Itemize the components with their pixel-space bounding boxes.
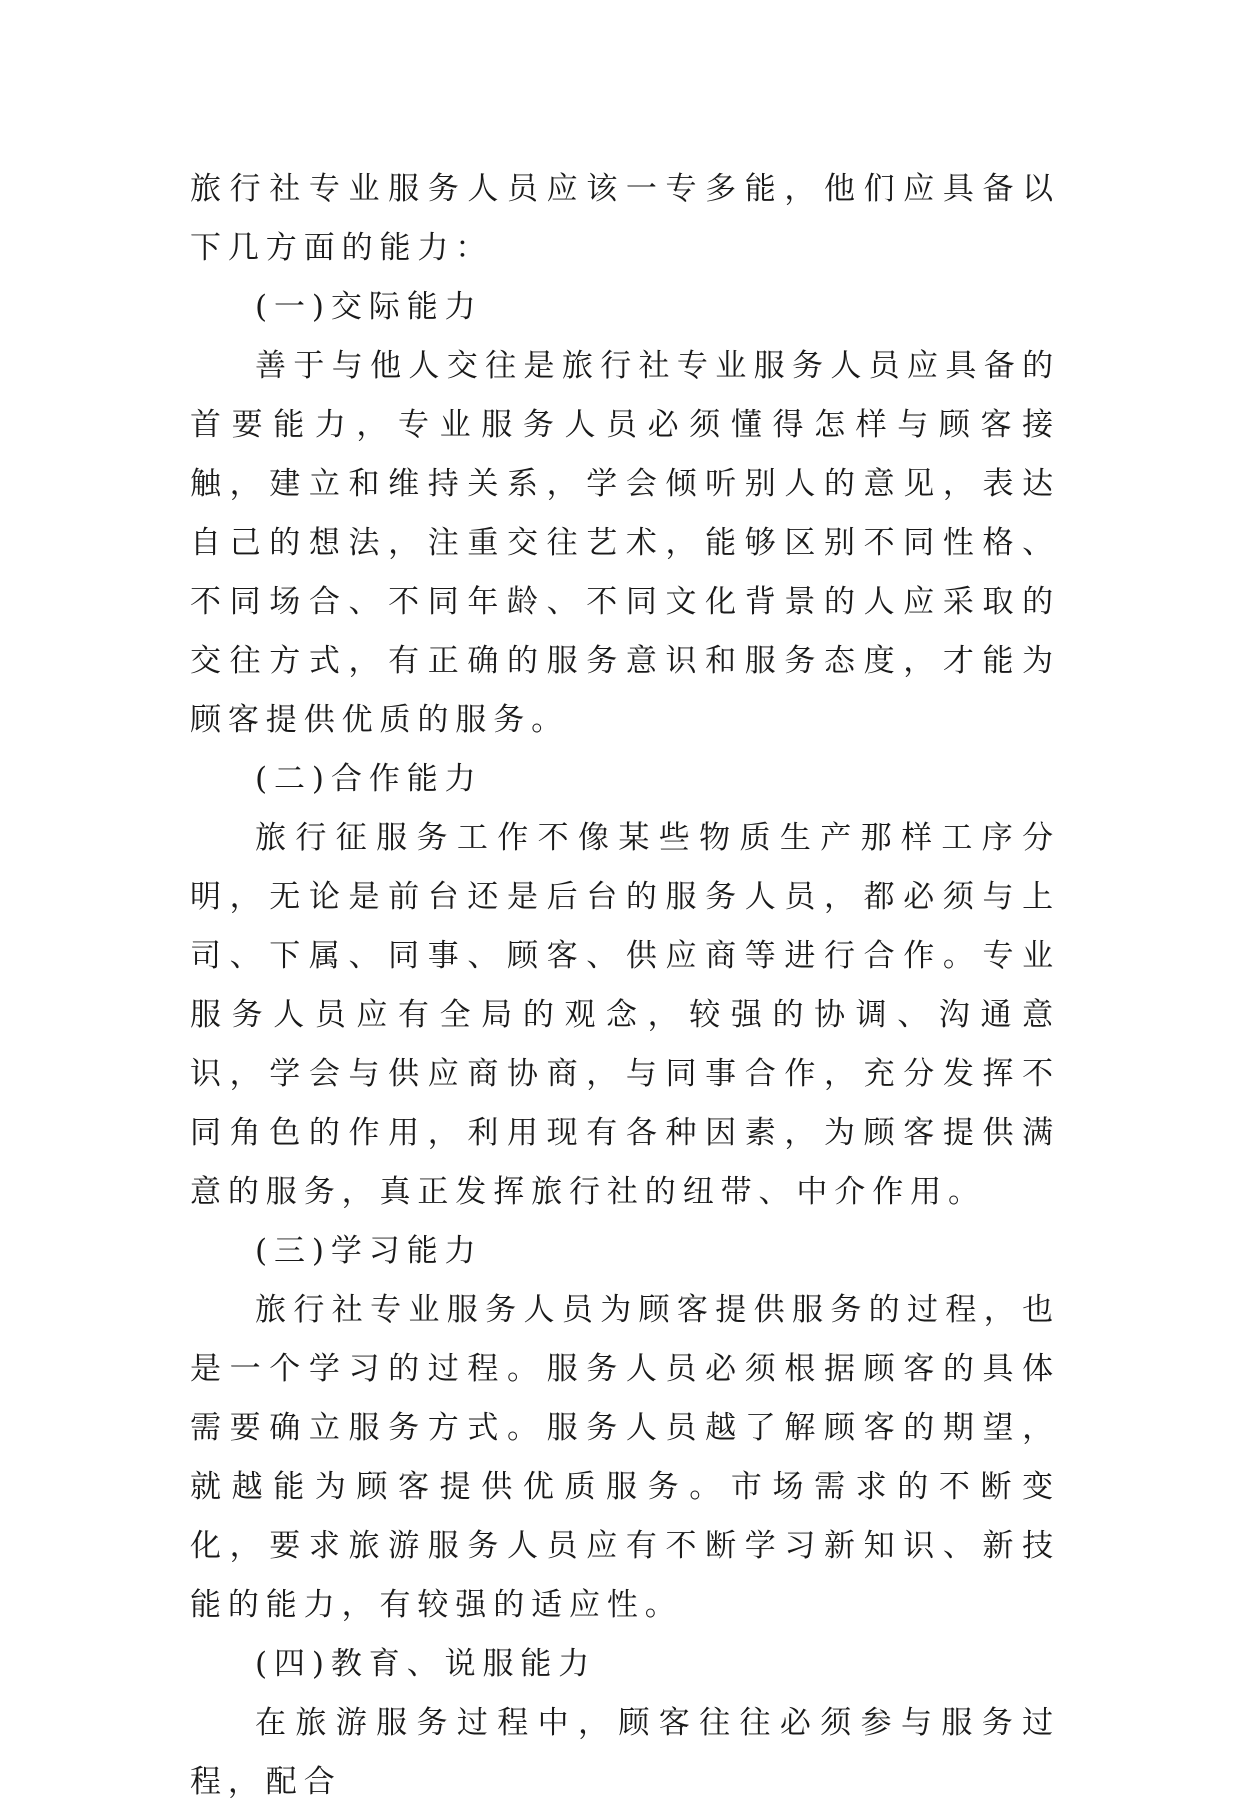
body-paragraph-3: 旅行社专业服务人员为顾客提供服务的过程，也是一个学习的过程。服务人员必须根据顾客的具体需要确立服务方式。服务人员越了解顾客的期望，就越能为顾客提供优质服务。市场需求的不断变化，要求旅游服务人员应有不断学习新知识、新技能的能力，有较强的适应性。 bbox=[190, 1292, 1060, 1623]
section-heading-1: (一)交际能力 bbox=[255, 289, 483, 325]
section-heading-3: (三)学习能力 bbox=[255, 1233, 483, 1269]
document-body bbox=[190, 160, 1060, 1812]
body-paragraph-4: 在旅游服务过程中，顾客往往必须参与服务过程，配合 bbox=[190, 1705, 1060, 1800]
section-heading-4: (四)教育、说服能力 bbox=[255, 1646, 597, 1682]
intro-paragraph: 旅行社专业服务人员应该一专多能，他们应具备以下几方面的能力： bbox=[190, 171, 1060, 266]
body-paragraph-2: 旅行征服务工作不像某些物质生产那样工序分明，无论是前台还是后台的服务人员，都必须与上司、下属、同事、顾客、供应商等进行合作。专业服务人员应有全局的观念，较强的协调、沟通意识，学会与供应商协商，与同事合作，充分发挥不同角色的作用，利用现有各种因素，为顾客提供满意的服务，真正发挥旅行社的纽带、中介作用。 bbox=[190, 820, 1060, 1210]
section-heading-2: (二)合作能力 bbox=[255, 761, 483, 797]
body-paragraph-1: 善于与他人交往是旅行社专业服务人员应具备的首要能力，专业服务人员必须懂得怎样与顾客接触，建立和维持关系，学会倾听别人的意见，表达自己的想法，注重交往艺术，能够区别不同性格、不同场合、不同年龄、不同文化背景的人应采取的交往方式，有正确的服务意识和服务态度，才能为顾客提供优质的服务。 bbox=[190, 348, 1060, 738]
